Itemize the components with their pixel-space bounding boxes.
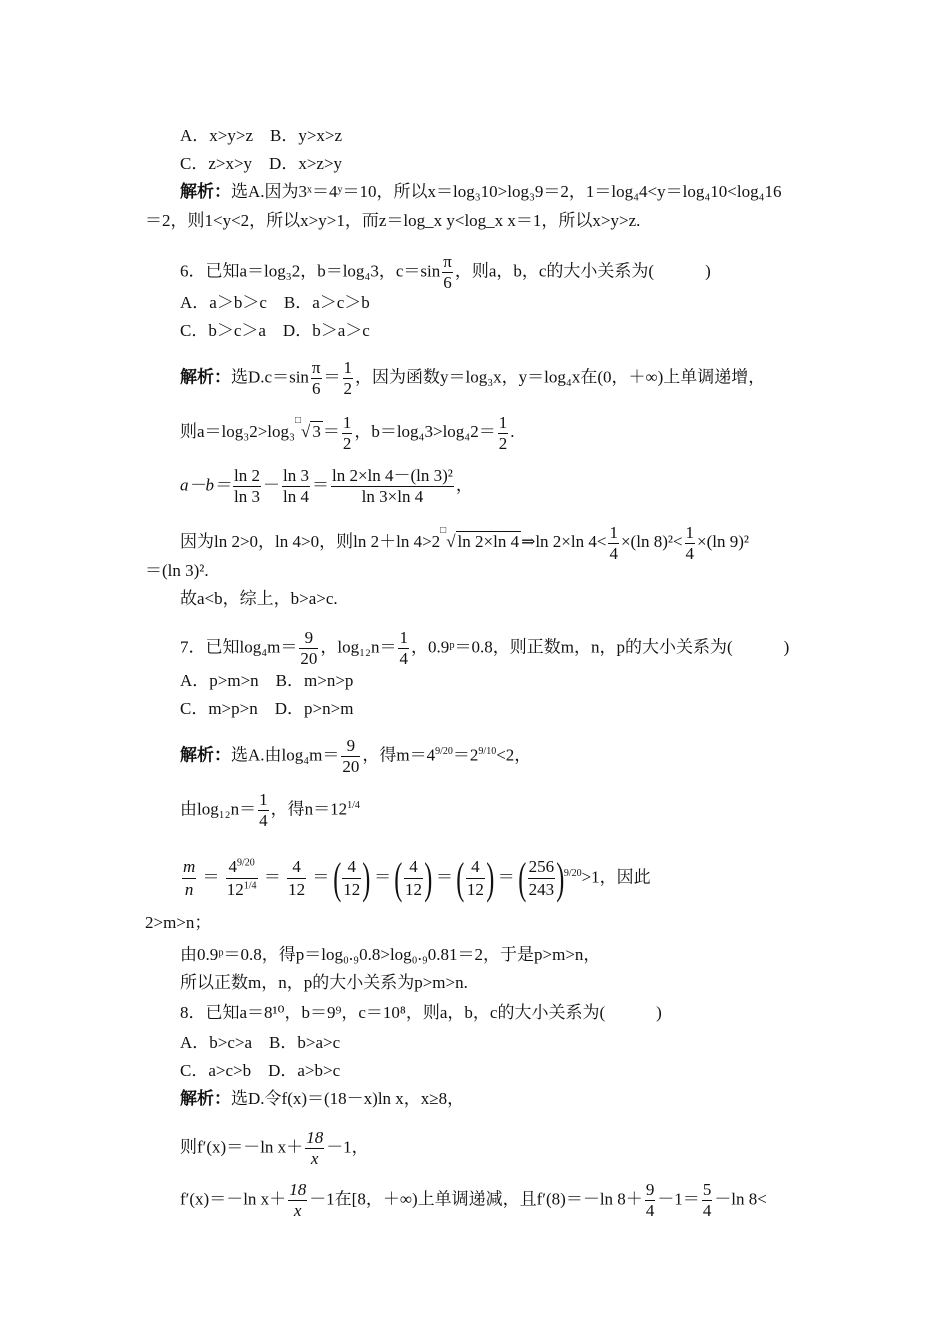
- denominator: 4: [609, 543, 618, 563]
- numerator: 4: [466, 856, 485, 879]
- q6-stem: [180, 252, 711, 293]
- denominator: 12: [288, 880, 306, 899]
- power-ratio-5: [466, 856, 485, 901]
- sqrt-product: □√ ln 2×ln 4: [440, 525, 520, 551]
- diff-label: a－b＝: [180, 475, 231, 495]
- q6-line2-b: ＝: [322, 422, 340, 441]
- q6-difference: [180, 466, 473, 507]
- q7-options-ab: A．p>m>n B．m>n>p: [180, 671, 354, 690]
- numerator: 4: [404, 856, 423, 879]
- denominator: ln 3: [234, 487, 260, 506]
- denominator: x: [293, 1201, 302, 1220]
- power-ratio-3: [342, 856, 361, 901]
- numerator: ln 3: [282, 466, 309, 485]
- q7-ratio-next: 2>m>n；: [145, 913, 212, 932]
- nine-twentieths: [341, 736, 360, 777]
- q6-inequality-tail: ＝(ln 3)².: [145, 561, 209, 580]
- q6-options-ab: A．a＞b＞c B．a＞c＞b: [180, 293, 370, 312]
- radicand: 3: [312, 422, 321, 441]
- q7-stem-c: ，0.9ᵖ＝0.8，则正数m，n，p的大小关系为( ): [410, 637, 790, 657]
- ineq-c: ×(ln 8)²<: [620, 532, 683, 551]
- ratio-tail: >1，因此: [581, 867, 651, 887]
- right-paren: ): [486, 853, 495, 903]
- solution-label: 解析：: [180, 367, 231, 387]
- quarter-fraction: [685, 523, 696, 564]
- denominator: x: [310, 1149, 319, 1168]
- nine-quarters: [645, 1180, 656, 1221]
- exponent: 9/20: [563, 867, 582, 879]
- denominator: $12^{1/4}$: [226, 880, 257, 899]
- q7-p-line: 由0.9ᵖ＝0.8，得p＝log₀.₉0.8>log₀.₉0.81＝2，于是p>m>n，: [180, 945, 601, 964]
- numerator: 1: [685, 522, 695, 542]
- denominator: 4: [702, 1201, 712, 1220]
- numerator: 1: [343, 358, 353, 377]
- numerator: 1: [609, 522, 618, 542]
- mono-d: －ln 8<: [714, 1189, 767, 1209]
- denominator: 2: [342, 433, 352, 453]
- denominator: ln 3×ln 4: [361, 487, 424, 506]
- ln2-over-ln3: [233, 466, 261, 507]
- comma: ，: [455, 475, 473, 495]
- q6-stem-b: ，则a，b，c的大小关系为( ): [454, 261, 711, 281]
- numerator: 5: [702, 1180, 712, 1199]
- minus-sign: －: [262, 475, 280, 495]
- denominator: 243: [528, 880, 555, 899]
- ineq-a: 因为ln 2>0，ln 4>0，则ln 2＋ln 4>2: [180, 532, 441, 551]
- q7-solution-line1: [180, 736, 531, 777]
- half-fraction: [342, 413, 353, 454]
- equals-sign: ＝: [311, 475, 329, 495]
- right-paren: ): [424, 853, 433, 903]
- solution-label: 解析：: [180, 182, 231, 201]
- q7-sol-a: 选A.由log₄m＝: [231, 745, 340, 765]
- q6-stem-a: 6．已知a＝log₃2，b＝log₄3，c＝sin: [180, 261, 441, 281]
- denominator: 12: [466, 880, 484, 899]
- numerator: 18: [289, 1180, 307, 1199]
- solution-label: 解析：: [180, 1089, 231, 1108]
- q6-line2-c: ，b＝log₄3>log₄2＝: [354, 422, 496, 441]
- q8-options-ab: A．b>c>a B．b>a>c: [180, 1033, 341, 1052]
- q8-stem: 8．已知a＝8¹⁰，b＝9⁹，c＝10⁸，则a，b，c的大小关系为( ): [180, 1003, 662, 1022]
- quarter-fraction: [258, 790, 269, 831]
- q7-sol-c: ＝2: [452, 745, 479, 765]
- power-ratio-4: [404, 856, 423, 901]
- numerator: m: [182, 856, 196, 879]
- numerator: $4^{9/20}$: [226, 856, 258, 879]
- denominator: 4: [645, 1201, 655, 1220]
- ln3-over-ln4: [282, 466, 310, 507]
- q6-conclusion: 故a<b，综上，b>a>c.: [180, 589, 338, 608]
- equals-sign: ＝: [202, 867, 220, 887]
- pi-over-6-fraction: [442, 252, 453, 293]
- q7-stem-b: ，log₁₂n＝: [320, 637, 397, 657]
- numerator: ln 2×ln 4－(ln 3)²: [331, 466, 453, 485]
- equals-sign: ＝: [435, 867, 453, 887]
- q6-sol-c: ，因为函数y＝log₃x，y＝log₄x在(0，＋∞)上单调递增，: [355, 367, 766, 387]
- n-line-b: ，得n＝12: [270, 799, 348, 819]
- denominator: 6: [443, 273, 452, 292]
- q8-options-cd: C．a>c>b D．a>b>c: [180, 1061, 341, 1080]
- numerator: 18: [306, 1128, 324, 1147]
- q6-sol-b: ＝: [323, 367, 341, 387]
- left-paren: (: [394, 853, 403, 903]
- denominator: 4: [399, 649, 408, 668]
- numerator: 1: [399, 628, 408, 647]
- q5-solution-line2: ＝2，则1<y<2，所以x>y>1，而z＝log_x y<log_x x＝1，所以x>y>z.: [145, 211, 641, 230]
- numerator: 1: [342, 412, 352, 432]
- q7-stem: [180, 628, 789, 669]
- q8-sol: 选D.令f(x)＝(18－x)ln x，x≥8，: [231, 1089, 465, 1108]
- mono-a: f′(x)＝－ln x＋: [180, 1189, 287, 1209]
- q6-solution-line1: [180, 358, 765, 399]
- q5-solution-text1: 选A.因为3ˣ＝4ʸ＝10，所以x＝log₃10>log₃9＝2，1＝log₄4<y＝log₄10<log₄16: [231, 182, 782, 201]
- mono-b: －1在[8，＋∞)上单调递减，且f′(8)＝－ln 8＋: [309, 1189, 643, 1209]
- ineq-b: ⇒ln 2×ln 4<: [521, 532, 607, 551]
- denominator: 20: [300, 649, 318, 668]
- half-fraction: [343, 358, 354, 399]
- pi-over-6-fraction: [311, 358, 322, 399]
- q7-conclusion: 所以正数m，n，p的大小关系为p>m>n.: [180, 973, 468, 992]
- denominator: n: [184, 880, 194, 899]
- difference-fraction: [331, 466, 454, 507]
- equals-sign: ＝: [497, 867, 515, 887]
- right-paren: ): [362, 853, 371, 903]
- equals-sign: ＝: [374, 867, 392, 887]
- q5-options-ab: A．x>y>z B．y>x>z: [180, 126, 343, 145]
- denominator: 12: [405, 880, 423, 899]
- quarter-fraction: [608, 523, 619, 564]
- q6-sol-a: 选D.c＝sin: [231, 367, 309, 387]
- numerator: 256: [528, 856, 556, 879]
- exponent: 1/4: [347, 799, 360, 811]
- exponent: 9/20: [435, 745, 453, 757]
- radicand: ln 2×ln 4: [457, 532, 520, 551]
- half-fraction: [498, 413, 509, 454]
- left-paren: (: [456, 853, 465, 903]
- q8-solution-line1: [180, 1088, 464, 1110]
- numerator: 9: [299, 628, 318, 649]
- numerator: ln 2: [234, 466, 260, 485]
- cube-root-3: □√ 3: [294, 415, 321, 441]
- ineq-d: ×(ln 9)²: [697, 532, 750, 551]
- q7-sol-b: ，得m＝4: [362, 745, 436, 765]
- denominator: 6: [311, 379, 321, 398]
- eighteen-over-x: [305, 1128, 324, 1169]
- numerator: 4: [287, 856, 306, 879]
- deriv-a: 则f′(x)＝－ln x＋: [180, 1137, 304, 1157]
- m-over-n: [182, 856, 196, 901]
- q6-inequality: [180, 520, 749, 564]
- numerator: π: [311, 358, 321, 377]
- equals-sign: ＝: [312, 867, 330, 887]
- q7-ratio-chain: [180, 853, 651, 903]
- denominator: 2: [498, 433, 508, 453]
- power-ratio-2: [287, 856, 306, 901]
- q8-monotone: [180, 1180, 767, 1221]
- numerator: 4: [342, 856, 361, 879]
- q5-options-cd: C．z>x>y D．x>z>y: [180, 154, 343, 173]
- numerator: 1: [259, 790, 268, 809]
- ratio-256-243: [528, 856, 556, 901]
- equals-sign: ＝: [263, 867, 281, 887]
- power-ratio-1: [226, 856, 258, 901]
- exponent: 9/10: [478, 745, 497, 757]
- left-paren: (: [518, 853, 527, 903]
- q7-sol-d: <2，: [496, 745, 532, 765]
- q8-derivative: [180, 1128, 369, 1169]
- left-paren: (: [332, 853, 341, 903]
- solution-label: 解析：: [180, 745, 231, 765]
- denominator: 2: [343, 379, 353, 398]
- q5-solution-line1: [180, 181, 782, 203]
- denominator: 4: [685, 543, 695, 563]
- q7-options-cd: C．m>p>n D．p>n>m: [180, 699, 354, 718]
- denominator: ln 4: [282, 487, 309, 506]
- q7-n-line: [180, 790, 360, 831]
- q6-solution-line2: [180, 410, 514, 454]
- n-line-a: 由log₁₂n＝: [180, 799, 257, 819]
- right-paren: ): [556, 853, 565, 903]
- five-quarters: [702, 1180, 713, 1221]
- nine-twentieths: [299, 628, 318, 669]
- numerator: π: [443, 252, 452, 271]
- mono-c: －1＝: [657, 1189, 700, 1209]
- denominator: 4: [259, 811, 268, 830]
- deriv-b: －1，: [326, 1137, 369, 1157]
- denominator: 12: [343, 880, 361, 899]
- eighteen-over-x: [288, 1180, 307, 1221]
- numerator: 1: [498, 412, 508, 432]
- q6-line2-a: 则a＝log₃2>log₃: [180, 422, 295, 441]
- q7-stem-a: 7．已知log₄m＝: [180, 637, 298, 657]
- numerator: 9: [645, 1180, 655, 1199]
- quarter-fraction: [398, 628, 409, 669]
- q6-options-cd: C．b＞c＞a D．b＞a＞c: [180, 321, 370, 340]
- denominator: 20: [342, 757, 360, 776]
- numerator: 9: [341, 736, 360, 757]
- q6-line2-d: .: [510, 422, 515, 441]
